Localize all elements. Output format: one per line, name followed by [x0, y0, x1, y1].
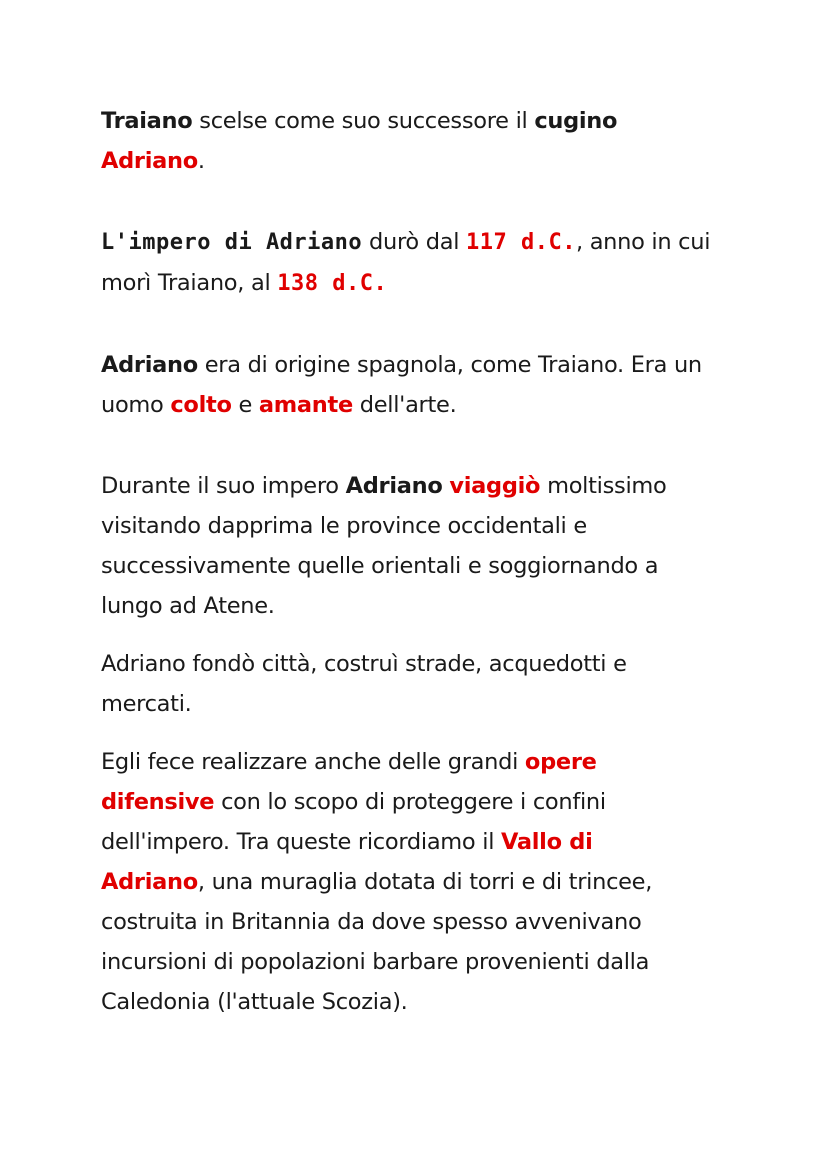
- term-cugino: cugino: [534, 108, 618, 134]
- paragraph-defenses: [101, 742, 751, 1022]
- date-138: 138 d.C.: [277, 271, 388, 296]
- term-adriano: Adriano: [101, 869, 198, 895]
- text: Egli fece realizzare anche delle grandi: [101, 749, 525, 775]
- text: durò dal: [362, 229, 467, 255]
- term-adriano: Adriano: [101, 352, 198, 378]
- text: uomo: [101, 392, 171, 418]
- text: , anno in cui: [575, 229, 711, 255]
- term-adriano: Adriano: [345, 473, 443, 499]
- text: costruita in Britannia da dove spesso avvenivano: [101, 909, 642, 935]
- text: e: [231, 392, 259, 418]
- paragraph-reign-dates: [101, 222, 751, 304]
- text: Durante il suo impero: [101, 473, 346, 499]
- term-colto: colto: [170, 392, 232, 418]
- term-vallo-di: Vallo di: [501, 829, 593, 855]
- text: Caledonia (l'attuale Scozia).: [101, 989, 408, 1015]
- text: , una muraglia dotata di torri e di trincee,: [197, 869, 653, 895]
- term-amante: amante: [258, 392, 353, 418]
- document-page: [101, 101, 751, 1022]
- paragraph-works: [101, 644, 751, 724]
- term-adriano: Adriano: [101, 148, 198, 174]
- text: con lo scopo di proteggere i confini: [214, 789, 606, 815]
- text: visitando dapprima le province occidentali e: [101, 513, 587, 539]
- paragraph-successor: [101, 101, 751, 181]
- text: incursioni di popolazioni barbare provenienti dalla: [101, 949, 650, 975]
- text: moltissimo: [540, 473, 667, 499]
- date-117: 117 d.C.: [466, 230, 576, 255]
- term-impero-di-adriano: L'impero di Adriano: [101, 230, 363, 255]
- text: era di origine spagnola, come Traiano. Era un: [197, 352, 702, 378]
- text: dell'arte.: [352, 392, 457, 418]
- text: successivamente quelle orientali e soggiornando a: [101, 553, 659, 579]
- text: scelse come suo successore il: [192, 108, 535, 134]
- term-viaggio: viaggiò: [449, 473, 541, 499]
- text: .: [197, 148, 205, 174]
- text: mercati.: [101, 691, 192, 717]
- term-traiano: Traiano: [101, 108, 193, 134]
- text: morì Traiano, al: [101, 270, 278, 296]
- term-opere: opere: [524, 749, 597, 775]
- paragraph-origin: [101, 345, 751, 425]
- paragraph-travels: [101, 466, 751, 626]
- text: lungo ad Atene.: [101, 593, 275, 619]
- text: Adriano fondò città, costruì strade, acquedotti e: [101, 651, 627, 677]
- text: dell'impero. Tra queste ricordiamo il: [101, 829, 501, 855]
- term-difensive: difensive: [101, 789, 215, 815]
